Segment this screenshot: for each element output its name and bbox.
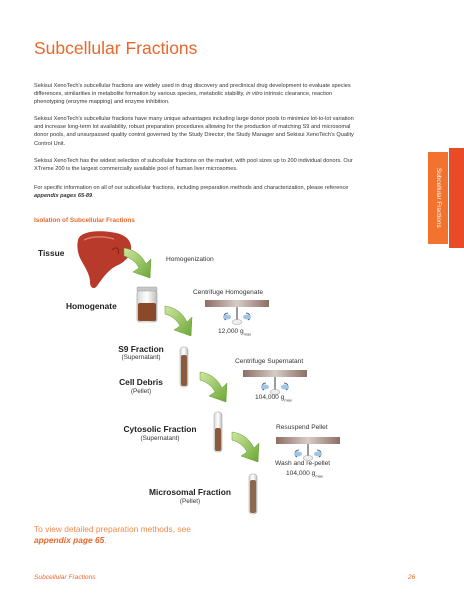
paragraph-text: For specific information on all of our subcellular fractions, including preparation methods and characterization, please reference: [34, 185, 349, 191]
s9-supernatant-label: (Supernatant): [121, 354, 161, 361]
s9-tube-icon: [180, 347, 188, 387]
callout-text: To view detailed preparation methods, see: [34, 524, 191, 534]
resuspend-pellet-label: Resuspend Pellet: [276, 424, 328, 431]
microsomal-tube-icon: [249, 474, 257, 514]
centrifuge-supernatant-label: Centrifuge Supernatant: [235, 358, 304, 365]
g-force-value: 104,000 g: [286, 470, 316, 477]
s9-fraction-label: S9 Fraction: [118, 344, 164, 354]
g-force-subscript: max: [315, 473, 323, 479]
g-force-label: [286, 470, 323, 478]
microsomal-pellet-label: (Pellet): [179, 498, 201, 505]
italic-text: in vitro: [246, 91, 263, 98]
g-force-label: [218, 328, 251, 336]
g-force-value: 12,000 g: [218, 328, 244, 335]
g-force-value: 104,000 g: [255, 394, 285, 401]
appendix-page-link[interactable]: appendix page 65: [34, 535, 105, 545]
g-force-label: [255, 394, 292, 402]
cytosolic-supernatant-label: (Supernatant): [140, 435, 180, 442]
page-number: 26: [408, 574, 416, 581]
centrifuge-icon: [276, 437, 340, 461]
liver-icon: [77, 231, 131, 288]
section-heading: Isolation of Subcellular Fractions: [34, 217, 135, 224]
footer-section-title: Subcellular Fractions: [34, 574, 96, 581]
centrifuge-homogenate-label: Centrifuge Homogenate: [193, 289, 264, 296]
cytosolic-tube-icon: [214, 412, 222, 452]
arrow-icon: [165, 306, 192, 336]
wash-repellet-label: Wash and re-pellet: [275, 460, 331, 467]
arrow-icon: [200, 372, 227, 402]
side-tab-label: Subcellular Fractions: [435, 168, 442, 228]
cytosolic-fraction-label: Cytosolic Fraction: [123, 424, 197, 434]
g-force-subscript: max: [284, 397, 292, 403]
microsomal-fraction-label: Microsomal Fraction: [149, 487, 231, 497]
homogenization-label: Homogenization: [166, 256, 214, 263]
centrifuge-icon: [243, 370, 307, 395]
callout-text: .: [104, 535, 107, 545]
paragraph-text: Sekisui XenoTech's subcellular fractions are widely used in drug discovery and preclinical drug development to evaluate species differences, similarities in metabolite formation by various species, metabolic stability,: [34, 83, 351, 98]
paragraph-text: .: [92, 193, 94, 200]
selection-paragraph: Sekisui XenoTech has the widest selection of subcellular fractions on the market, with pool sizes up to 200 individual donors. Our XTreme 200 is the largest commercially available pool of human liver microsomes.: [34, 158, 353, 173]
arrow-icon: [124, 248, 151, 278]
appendix-reference-link[interactable]: appendix pages 65-89: [34, 193, 93, 200]
appendix-callout: [34, 524, 209, 546]
centrifuge-icon: [205, 300, 269, 325]
cell-debris-pellet-label: (Pellet): [130, 388, 152, 395]
g-force-subscript: max: [243, 331, 252, 337]
arrow-icon: [232, 432, 259, 462]
advantages-paragraph: Sekisui XenoTech's subcellular fractions have many unique advantages including large donor pools to minimize lot-to-lot variation and increase long-term lot availability, robust preparation procedures allowing for the production of matching S9 and microsomal donor pools, and unsurpassed quality control governed by the Study Director, the Study Manager and Sekisui XenoTech's Quality Control Unit.: [34, 116, 354, 147]
tissue-label: Tissue: [38, 248, 65, 258]
homogenate-label: Homogenate: [66, 301, 117, 311]
homogenate-jar-icon: [137, 287, 157, 322]
paragraph-text: intrinsic clearance, reaction phenotyping (enzyme mapping) and enzyme inhibition.: [34, 91, 332, 106]
cell-debris-label: Cell Debris: [119, 377, 163, 387]
page-title: Subcellular Fractions: [34, 38, 198, 58]
